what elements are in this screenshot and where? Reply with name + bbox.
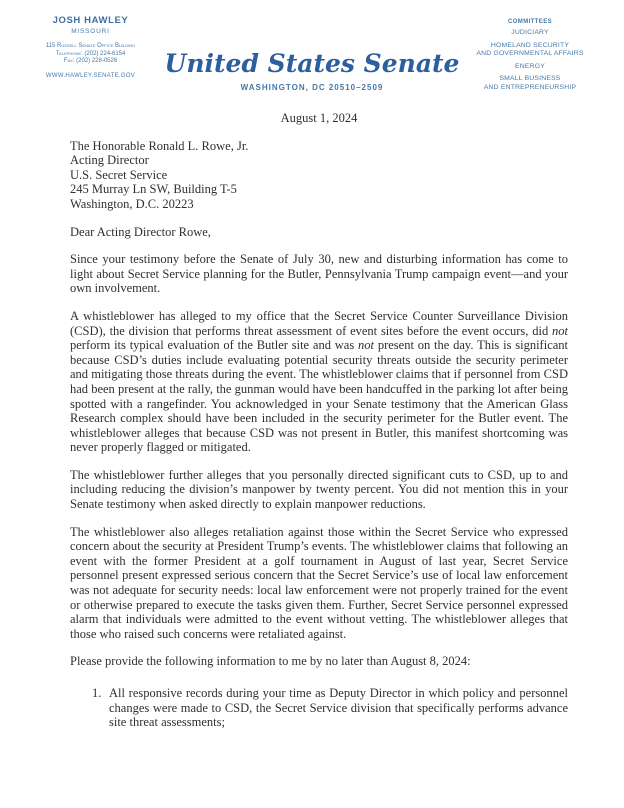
senator-state: MISSOURI xyxy=(71,28,110,35)
committee-line: AND ENTREPRENEURSHIP xyxy=(483,83,577,91)
committee-line: HOMELAND SECURITY xyxy=(490,41,570,49)
paragraph-text: The whistleblower also alleges retaliation against those within the Secret Service who expressed concern about the security at President Trump’s events. The whistleblower claims that following an event with the former President at a golf tournament in August of last year, Secret Service personnel present expressed serious concern that the Secret Service’s use of local law enforcement was not adequate for security needs: local law enforcement were not properly trained for the event or otherwise prepared to execute the tasks given them. Further, Secret Service personnel expressed alarm that individuals were admitted to the event without vetting. The whistleblower alleges that those who raised such concerns were retaliated against. xyxy=(70,524,568,641)
contact-block xyxy=(28,43,153,66)
contact-website: WWW.HAWLEY.SENATE.GOV xyxy=(45,72,136,79)
committee-line: AND GOVERNMENTAL AFFAIRS xyxy=(476,50,584,57)
paragraph-text: A whistleblower has alleged to my office that the Secret Service Counter Surveillance Division (CSD), the division that performs threat assessment of event sites before the event occurs, did xyxy=(70,308,568,338)
paragraph-text: perform its typical evaluation of the Butler site and was xyxy=(70,338,359,353)
letter-paragraph xyxy=(70,525,568,642)
committee-item xyxy=(448,75,612,92)
senate-masthead xyxy=(162,50,462,92)
salutation: Dear Acting Director Rowe, xyxy=(70,224,211,239)
committee-line: ENERGY xyxy=(515,62,545,70)
committee-item xyxy=(448,29,612,38)
committee-line: JUDICIARY xyxy=(511,29,549,36)
recipient-address xyxy=(70,139,568,212)
senator-block xyxy=(28,15,153,79)
committees-block xyxy=(448,19,612,92)
committee-item xyxy=(448,63,612,72)
committees-heading: COMMITTEES xyxy=(508,19,552,25)
letter-paragraph xyxy=(70,252,568,296)
request-intro: Please provide the following information to me by no later than August 8, 2024: xyxy=(70,654,471,669)
letter-paragraph xyxy=(70,309,568,455)
emphasized-text: not xyxy=(552,323,568,338)
request-list xyxy=(70,686,568,730)
senator-name: JOSH HAWLEY xyxy=(52,15,129,26)
letter-paragraphs xyxy=(70,252,568,641)
paragraph-text: The whistleblower further alleges that you personally directed significant cuts to CSD, up to and including reducing the division’s manpower by twenty percent. You did not mention this in your Senate testimony when asked directly to explain manpower reductions. xyxy=(70,467,568,512)
recipient-line: Acting Director xyxy=(70,153,149,168)
recipient-line: U.S. Secret Service xyxy=(70,167,168,182)
senate-address: WASHINGTON, DC 20510–2509 xyxy=(240,83,384,92)
contact-telephone: Telephone: (202) 224-6154 xyxy=(55,50,126,57)
letter-body xyxy=(70,111,568,743)
committee-item xyxy=(448,42,612,59)
paragraph-text: present on the day. This is significant because CSD’s duties include evaluating potential security threats outside the security perimeter and mitigating those threats during the event. The whistleblower claims that if personnel from CSD had been present at the rally, the gunman would have been handcuffed in the parking lot after being spotted with a rangefinder. You acknowledged in your Senate testimony that the American Glass Research complex should have been included in the security perimeter for the Butler event. The whistleblower alleges that because CSD was not present in Butler, this manifest shortcoming was never properly flagged or mitigated. xyxy=(70,338,569,455)
recipient-line: The Honorable Ronald L. Rowe, Jr. xyxy=(70,138,249,153)
emphasized-text: not xyxy=(358,338,375,353)
paragraph-text: Since your testimony before the Senate of July 30, new and disturbing information has come to light about Secret Service planning for the Butler, Pennsylvania Trump campaign event—and your own involvement. xyxy=(70,252,568,296)
committees-list xyxy=(448,29,612,92)
list-item xyxy=(70,686,568,730)
letter-paragraph xyxy=(70,468,568,512)
date-line: August 1, 2024 xyxy=(280,111,358,125)
recipient-line: Washington, D.C. 20223 xyxy=(70,196,194,211)
senate-title: United States Senate xyxy=(164,49,460,78)
recipient-line: 245 Murray Ln SW, Building T-5 xyxy=(70,182,237,197)
list-number: 1. xyxy=(92,686,102,700)
contact-fax: Fax: (202) 228-0526 xyxy=(63,58,118,64)
committee-line: SMALL BUSINESS xyxy=(499,75,561,82)
list-text: All responsive records during your time as Deputy Director in which policy and personnel changes were made to CSD, the Secret Service division that specifically performs advance site threat assessments; xyxy=(109,686,568,730)
contact-building: 115 Russell Senate Office Building xyxy=(45,43,136,49)
